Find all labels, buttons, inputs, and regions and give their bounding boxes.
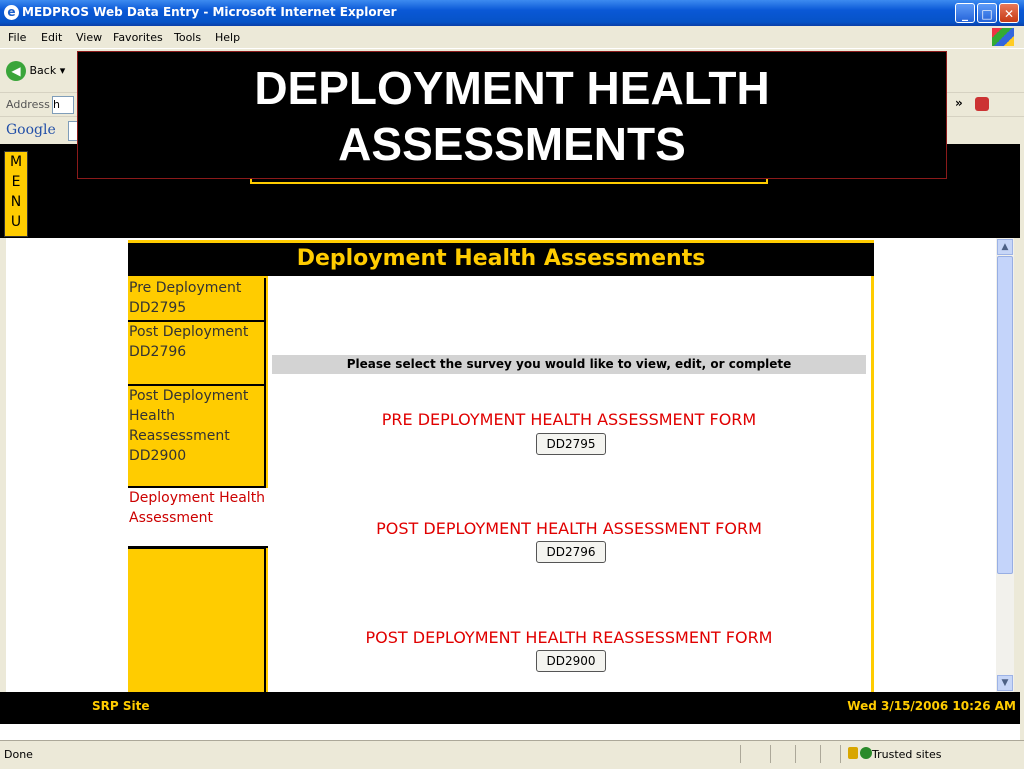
- maximize-button[interactable]: □: [977, 3, 997, 23]
- back-button[interactable]: ◀ Back ▾: [6, 61, 65, 81]
- status-bar: [0, 740, 1024, 769]
- scroll-thumb[interactable]: [997, 256, 1013, 574]
- page-bottom: [0, 724, 1020, 740]
- dd2795-button[interactable]: DD2795: [536, 433, 606, 455]
- back-arrow-icon: ◀: [6, 61, 26, 81]
- menu-letter: U: [10, 214, 22, 230]
- sidebar-item-post-deployment[interactable]: Post Deployment DD2796: [128, 322, 266, 386]
- status-divider: [820, 745, 821, 763]
- sidebar-item-deployment-health-assessment[interactable]: Deployment Health Assessment: [128, 488, 268, 548]
- menu-help[interactable]: Help: [215, 31, 241, 44]
- window-title: MEDPROS Web Data Entry - Microsoft Internet Explorer: [22, 5, 397, 19]
- sidebar: [128, 276, 268, 692]
- address-field[interactable]: h: [52, 96, 74, 114]
- menu-tools[interactable]: Tools: [174, 31, 202, 44]
- windows-logo-icon: [992, 28, 1014, 46]
- scroll-down-icon[interactable]: ▼: [997, 675, 1013, 691]
- menu-letter: E: [11, 174, 21, 190]
- footer-datetime: Wed 3/15/2006 10:26 AM: [847, 699, 1016, 713]
- ie-logo-icon: e: [4, 5, 19, 20]
- sidebar-item-pre-deployment[interactable]: Pre Deployment DD2795: [128, 278, 266, 322]
- sidebar-item-reassessment[interactable]: Post Deployment Health Reassessment DD2900: [128, 386, 266, 488]
- window-title-bar[interactable]: [0, 0, 1024, 26]
- translate-icon[interactable]: [975, 97, 989, 111]
- status-text: Done: [4, 748, 33, 761]
- post-deployment-form-title: POST DEPLOYMENT HEALTH ASSESSMENT FORM: [376, 519, 762, 538]
- slide-title: [77, 51, 947, 179]
- google-logo[interactable]: Google: [6, 122, 56, 138]
- lock-icon: [848, 747, 858, 759]
- menu-edit[interactable]: Edit: [41, 31, 63, 44]
- page-footer: [0, 692, 1020, 724]
- menu-file[interactable]: File: [8, 31, 27, 44]
- minimize-button[interactable]: _: [955, 3, 975, 23]
- scroll-up-icon[interactable]: ▲: [997, 239, 1013, 255]
- pre-deployment-form-title: PRE DEPLOYMENT HEALTH ASSESSMENT FORM: [381, 410, 757, 429]
- menu-tab[interactable]: [4, 151, 28, 237]
- slide-title-line-1: DEPLOYMENT HEALTH: [254, 62, 770, 114]
- dd2900-button[interactable]: DD2900: [536, 650, 606, 672]
- close-button[interactable]: ✕: [999, 3, 1019, 23]
- content-border: [871, 276, 874, 692]
- trusted-zone-icon: [860, 747, 872, 759]
- vertical-scrollbar[interactable]: [996, 238, 1014, 692]
- status-divider: [770, 745, 771, 763]
- menu-view[interactable]: View: [76, 31, 103, 44]
- instruction-text: Please select the survey you would like to view, edit, or complete: [272, 355, 866, 374]
- page-header: Deployment Health Assessments: [128, 240, 874, 276]
- status-divider: [740, 745, 741, 763]
- back-label: Back: [29, 64, 57, 77]
- sidebar-filler: [128, 547, 266, 692]
- security-zone[interactable]: Trusted sites: [872, 748, 942, 761]
- dd2796-button[interactable]: DD2796: [536, 541, 606, 563]
- slide-title-line-2: ASSESSMENTS: [338, 118, 686, 170]
- toolbar-overflow-icon[interactable]: »: [955, 96, 963, 110]
- reassessment-form-title: POST DEPLOYMENT HEALTH REASSESSMENT FORM: [365, 628, 773, 647]
- status-divider: [795, 745, 796, 763]
- address-label: Address: [6, 98, 50, 111]
- menu-bar: [0, 26, 1024, 48]
- status-divider: [840, 745, 841, 763]
- footer-site-label: SRP Site: [92, 699, 150, 713]
- menu-favorites[interactable]: Favorites: [113, 31, 163, 44]
- menu-letter: N: [10, 194, 22, 210]
- menu-letter: M: [9, 154, 23, 170]
